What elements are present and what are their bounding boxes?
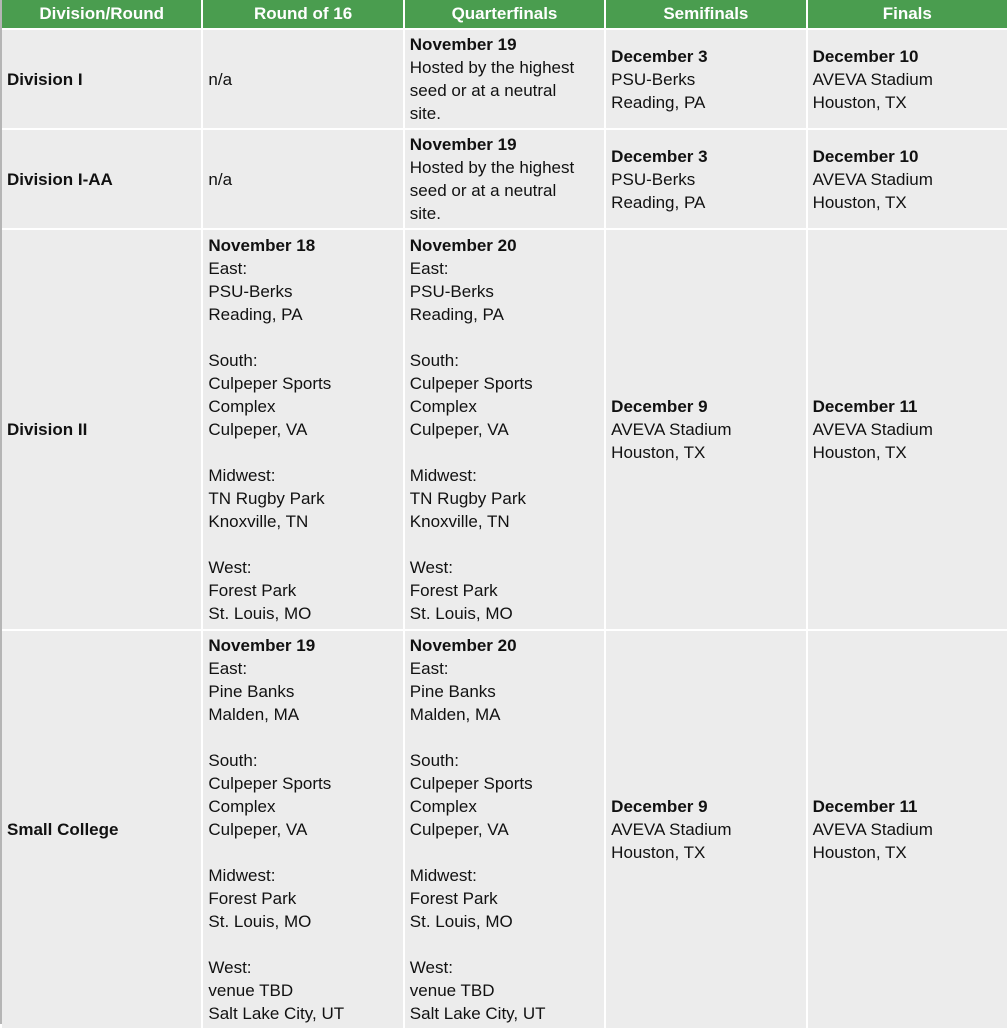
table-row-division-ii: [2, 230, 1007, 629]
venue-line: Pine Banks: [409, 682, 496, 701]
date-label: December 10: [812, 146, 919, 166]
round16-cell: n/a: [203, 30, 402, 128]
round16-cell: [203, 230, 402, 629]
venue-line: Forest Park: [208, 581, 297, 600]
date-label: November 20: [409, 236, 517, 255]
header-division-round: Division/Round: [2, 0, 201, 28]
location-line: Knoxville, TN: [409, 512, 510, 531]
table-row-division-i-aa: [2, 130, 1007, 228]
table-row-small-college: [2, 631, 1007, 1028]
quarterfinals-cell: [405, 230, 604, 629]
venue-line: PSU-Berks: [611, 69, 696, 89]
venue-line: site.: [409, 204, 441, 223]
location-line: Reading, PA: [409, 305, 504, 324]
venue-line: seed or at a neutral: [409, 181, 557, 200]
finals-cell: [808, 230, 1007, 629]
region-label: East:: [409, 259, 449, 278]
location-line: Culpeper, VA: [409, 420, 509, 439]
venue-line: Complex: [409, 797, 477, 816]
header-semifinals: Semifinals: [606, 0, 805, 28]
location-line: St. Louis, MO: [208, 604, 312, 623]
date-label: December 11: [812, 797, 918, 816]
round16-cell: [203, 631, 402, 1028]
region-label: West:: [409, 958, 453, 977]
date-label: November 18: [208, 236, 316, 255]
region-label: West:: [409, 558, 453, 577]
venue-line: Complex: [208, 397, 276, 416]
finals-cell: [808, 30, 1007, 128]
location-line: Houston, TX: [611, 843, 706, 862]
venue-line: Hosted by the highest: [409, 158, 575, 177]
location-line: Houston, TX: [812, 192, 907, 212]
date-label: November 20: [409, 636, 517, 655]
date-label: December 3: [611, 146, 708, 166]
venue-line: seed or at a neutral: [409, 81, 557, 100]
location-line: Culpeper, VA: [208, 820, 308, 839]
location-line: Reading, PA: [611, 92, 706, 112]
division-name: Division II: [2, 230, 201, 629]
venue-line: Forest Park: [409, 581, 498, 600]
venue-line: Complex: [409, 397, 477, 416]
location-line: Salt Lake City, UT: [208, 1004, 345, 1023]
date-label: December 11: [812, 397, 918, 416]
venue-line: Hosted by the highest: [409, 58, 575, 77]
region-label: South:: [409, 351, 459, 370]
region-label: East:: [409, 659, 449, 678]
location-line: Houston, TX: [812, 443, 907, 462]
date-label: December 9: [611, 397, 708, 416]
location-line: Houston, TX: [812, 843, 907, 862]
quarterfinals-cell: [405, 130, 604, 228]
venue-line: Culpeper Sports: [208, 374, 332, 393]
location-line: Salt Lake City, UT: [409, 1004, 546, 1023]
venue-line: Culpeper Sports: [208, 774, 332, 793]
round16-cell: n/a: [203, 130, 402, 228]
location-line: Malden, MA: [208, 705, 300, 724]
division-name: Small College: [2, 631, 201, 1028]
region-label: South:: [208, 751, 258, 770]
venue-line: Complex: [208, 797, 276, 816]
location-line: Houston, TX: [812, 92, 907, 112]
venue-line: Culpeper Sports: [409, 374, 533, 393]
location-line: Houston, TX: [611, 443, 706, 462]
venue-line: venue TBD: [208, 981, 294, 1000]
header-finals: Finals: [808, 0, 1007, 28]
venue-line: AVEVA Stadium: [611, 420, 732, 439]
location-line: Knoxville, TN: [208, 512, 309, 531]
date-label: December 3: [611, 46, 708, 66]
region-label: Midwest:: [409, 466, 477, 485]
region-label: Midwest:: [208, 866, 276, 885]
venue-line: Culpeper Sports: [409, 774, 533, 793]
venue-line: AVEVA Stadium: [812, 420, 933, 439]
location-line: St. Louis, MO: [409, 604, 513, 623]
location-line: Reading, PA: [208, 305, 303, 324]
date-label: November 19: [208, 636, 316, 655]
venue-line: AVEVA Stadium: [812, 69, 933, 89]
region-label: East:: [208, 659, 248, 678]
venue-line: TN Rugby Park: [409, 489, 526, 508]
venue-line: site.: [409, 104, 441, 123]
date-label: December 9: [611, 797, 708, 816]
location-line: Malden, MA: [409, 705, 501, 724]
location-line: Reading, PA: [611, 192, 706, 212]
venue-line: venue TBD: [409, 981, 495, 1000]
venue-line: Forest Park: [409, 889, 498, 908]
region-label: West:: [208, 558, 252, 577]
region-label: West:: [208, 958, 252, 977]
venue-line: Forest Park: [208, 889, 297, 908]
quarterfinals-cell: [405, 30, 604, 128]
semifinals-cell: [606, 230, 805, 629]
location-line: St. Louis, MO: [409, 912, 513, 931]
region-label: Midwest:: [208, 466, 276, 485]
location-line: Culpeper, VA: [409, 820, 509, 839]
venue-line: TN Rugby Park: [208, 489, 325, 508]
date-label: November 19: [409, 135, 517, 154]
venue-line: Pine Banks: [208, 682, 295, 701]
venue-line: PSU-Berks: [208, 282, 293, 301]
location-line: St. Louis, MO: [208, 912, 312, 931]
semifinals-cell: [606, 631, 805, 1028]
finals-cell: [808, 631, 1007, 1028]
venue-line: PSU-Berks: [409, 282, 494, 301]
semifinals-cell: [606, 130, 805, 228]
region-label: Midwest:: [409, 866, 477, 885]
semifinals-cell: [606, 30, 805, 128]
date-label: November 19: [409, 35, 517, 54]
quarterfinals-cell: [405, 631, 604, 1028]
venue-line: AVEVA Stadium: [812, 820, 933, 839]
region-label: South:: [208, 351, 258, 370]
region-label: East:: [208, 259, 248, 278]
header-round-of-16: Round of 16: [203, 0, 402, 28]
venue-line: AVEVA Stadium: [812, 169, 933, 189]
date-label: December 10: [812, 46, 919, 66]
division-name: Division I-AA: [2, 130, 201, 228]
venue-line: AVEVA Stadium: [611, 820, 732, 839]
table-row-division-i: [2, 30, 1007, 128]
header-row: [2, 0, 1007, 28]
finals-cell: [808, 130, 1007, 228]
division-name: Division I: [2, 30, 201, 128]
header-quarterfinals: Quarterfinals: [405, 0, 604, 28]
location-line: Culpeper, VA: [208, 420, 308, 439]
region-label: South:: [409, 751, 459, 770]
venue-line: PSU-Berks: [611, 169, 696, 189]
